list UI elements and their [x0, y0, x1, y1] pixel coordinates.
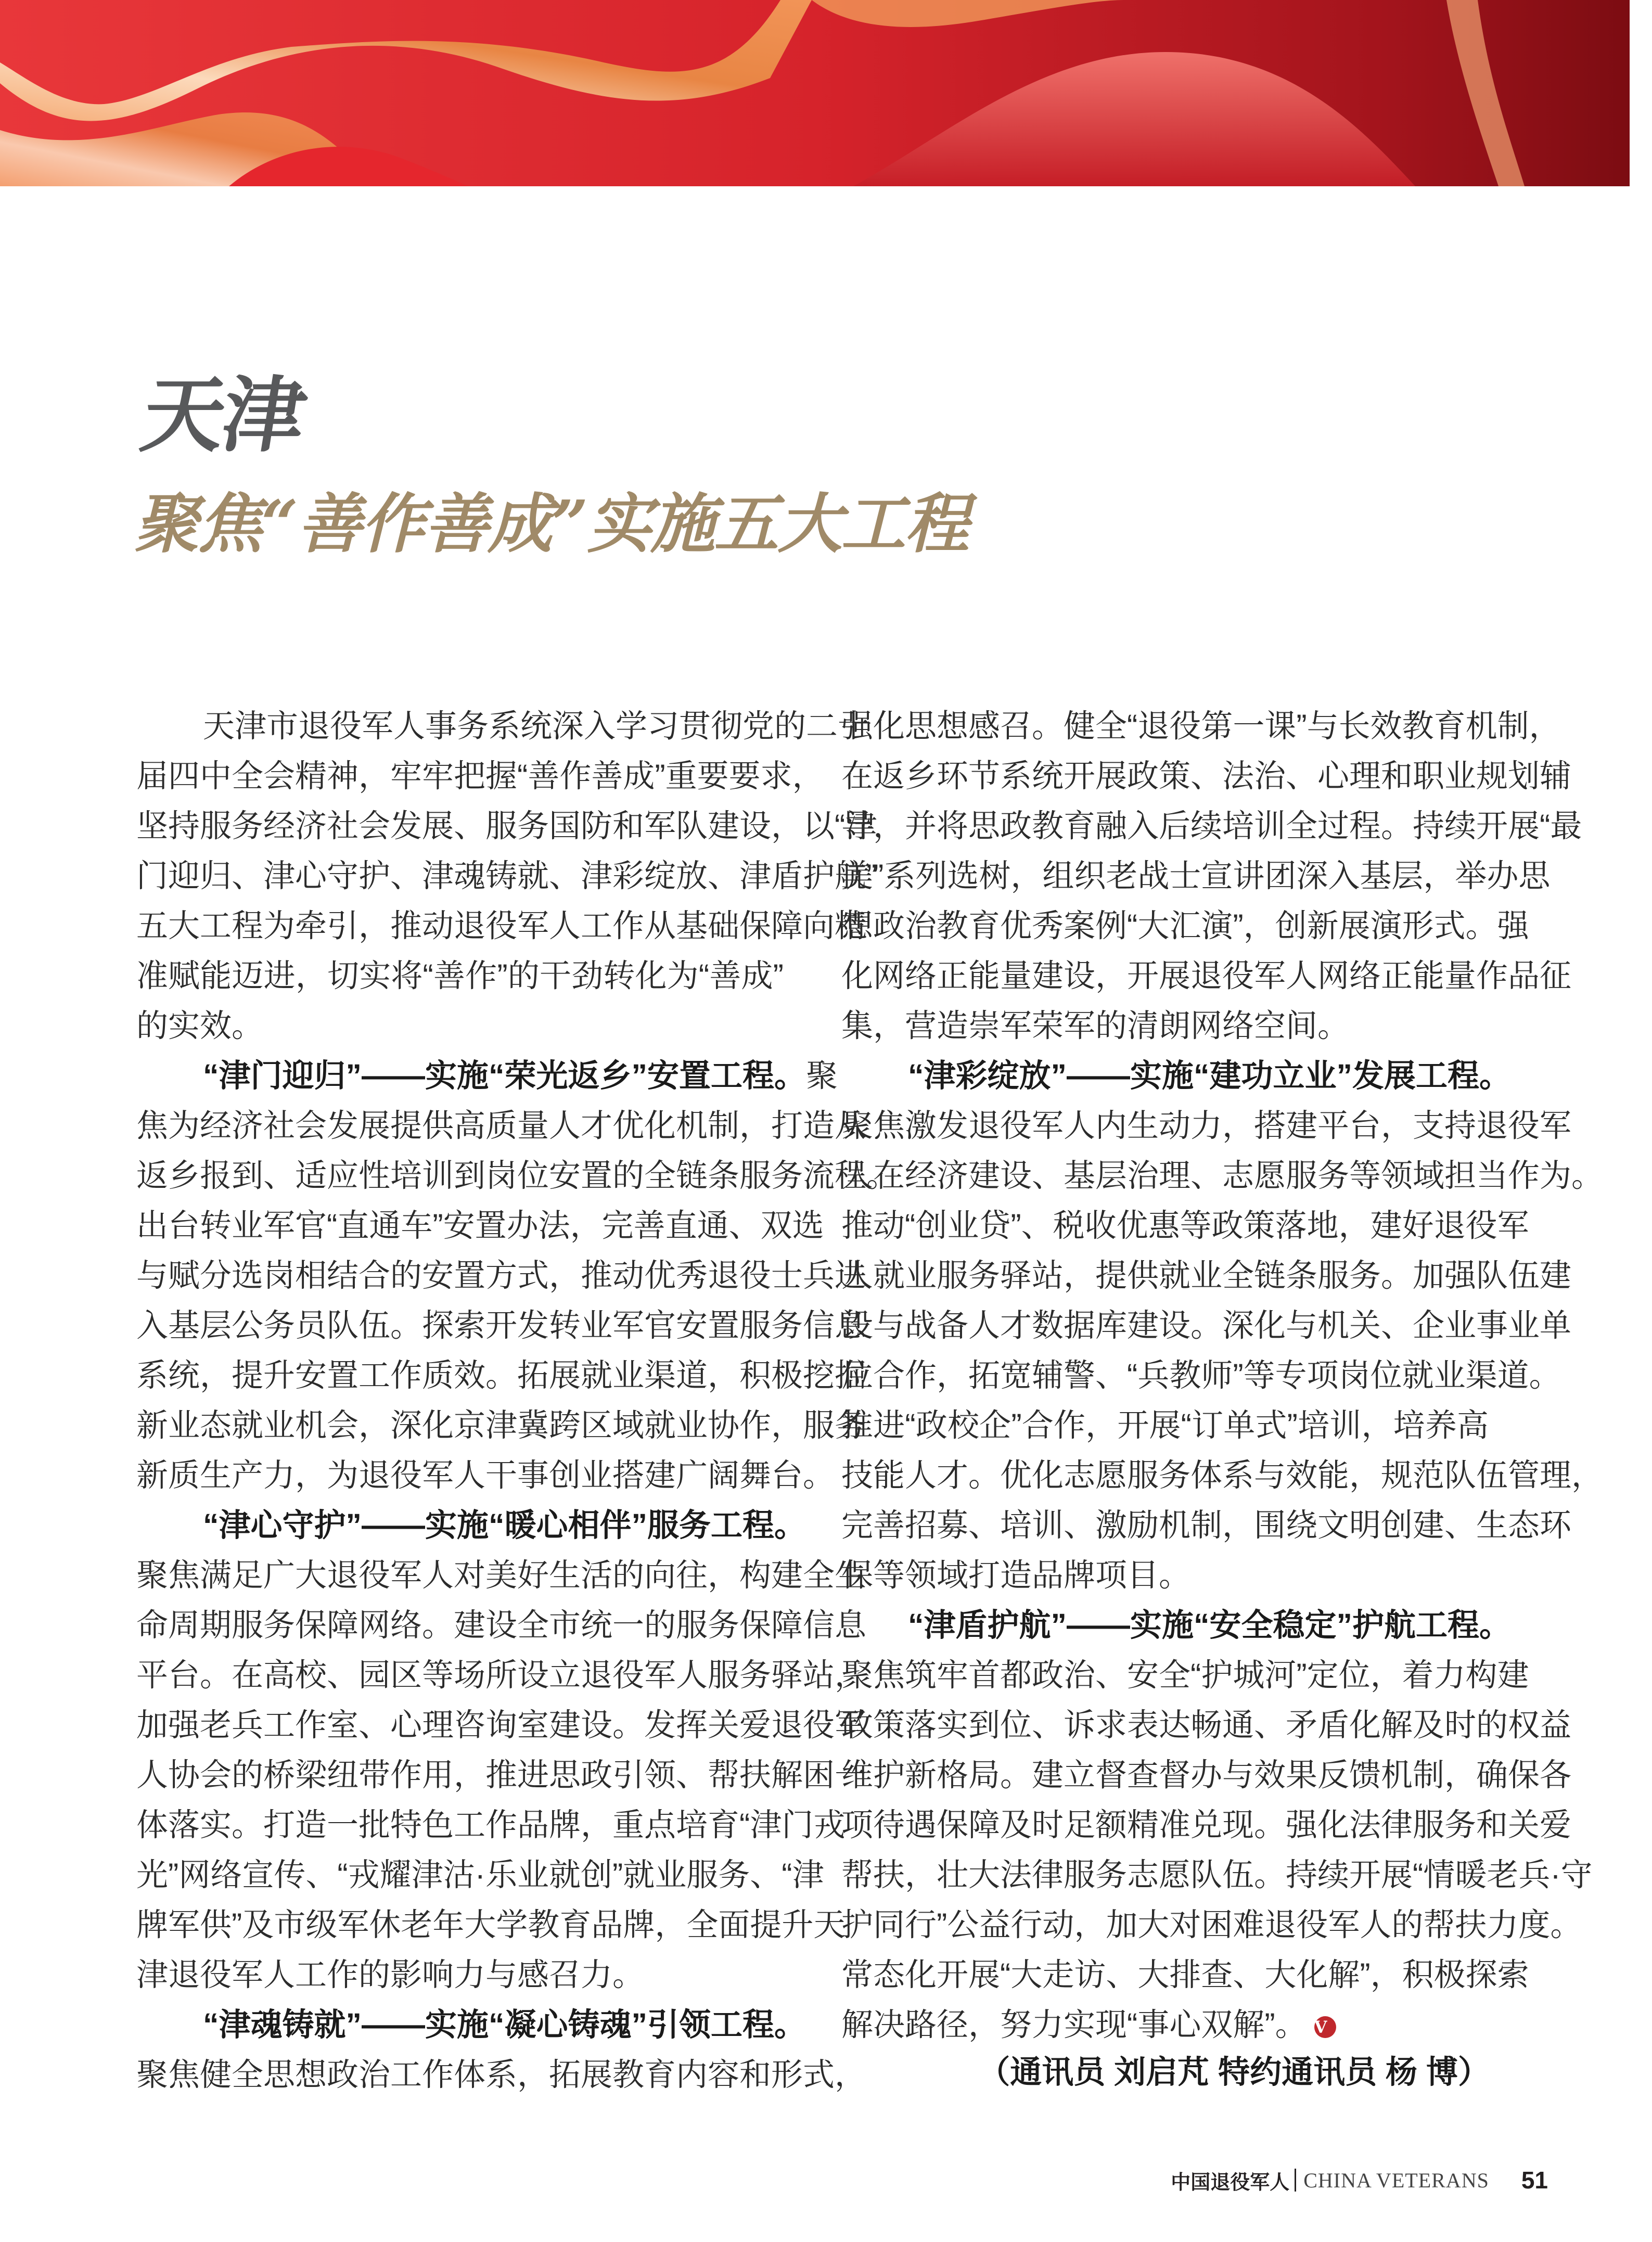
body-text-line: [841, 901, 1529, 951]
body-text: 新业态就业机会，深化京津冀跨区域就业协作，服务: [136, 1407, 867, 1443]
body-text: 聚焦健全思想政治工作体系，拓展教育内容和形式，: [136, 2057, 867, 2092]
body-text-line: [841, 2000, 1489, 2049]
body-text: 技能人才。优化志愿服务体系与效能，规范队伍管理，: [841, 1457, 1604, 1493]
body-text: 牌军供”及市级军休老年大学教育品牌，全面提升天: [136, 1907, 846, 1942]
body-text: 光”网络宣传、“戎耀津沽·乐业就创”就业服务、“津: [136, 1857, 824, 1892]
section-heading-line: [136, 2000, 806, 2049]
body-text-line: [841, 1950, 1529, 2000]
body-text-line: [136, 1800, 846, 1850]
body-text: 美”系列选树，组织老战士宣讲团深入基层，举办思: [841, 858, 1551, 893]
body-text: 系统，提升安置工作质效。拓展就业渠道，积极挖掘: [136, 1357, 867, 1393]
page-number: 51: [1521, 2167, 1548, 2194]
body-column-left: [136, 701, 899, 2099]
body-text: 人就业服务驿站，提供就业全链条服务。加强队伍建: [841, 1258, 1572, 1293]
body-text-line: [841, 1001, 1489, 1050]
body-text: 集，营造崇军荣军的清朗网络空间。: [841, 1008, 1350, 1043]
body-text: 位合作，拓宽辅警、“兵教师”等专项岗位就业渠道。: [841, 1357, 1561, 1393]
body-text-line: [136, 1350, 867, 1400]
footer-divider: [1295, 2169, 1296, 2192]
body-text-line: [136, 1900, 846, 1950]
body-text-line: [136, 701, 870, 751]
body-text: 化网络正能量建设，开展退役军人网络正能量作品征: [841, 958, 1572, 993]
body-text: 聚焦满足广大退役军人对美好生活的向往，构建全生: [136, 1557, 867, 1593]
body-text: 推进“政校企”合作，开展“订单式”培训，培养高: [841, 1407, 1489, 1443]
body-text: 门迎归、津心守护、津魂铸就、津彩绽放、津盾护航”: [136, 858, 877, 893]
section-heading-line: [841, 1600, 1512, 1650]
body-text-line: [136, 1200, 824, 1250]
body-text: 聚焦筑牢首都政治、安全“护城河”定位，着力构建: [841, 1657, 1529, 1693]
body-text: 返乡报到、适应性培训到岗位安置的全链条服务流程。: [136, 1158, 899, 1193]
body-text: 津退役军人工作的影响力与感召力。: [136, 1957, 645, 1992]
body-text-line: [841, 1900, 1582, 1950]
body-text: 新质生产力，为退役军人干事创业搭建广阔舞台。: [136, 1457, 835, 1493]
body-text-line: [136, 1450, 835, 1500]
end-of-article-v-icon: V: [1314, 2016, 1336, 2038]
body-text-line: [136, 2049, 867, 2099]
body-text-line: [841, 751, 1572, 801]
body-text: 人协会的桥梁纽带作用，推进思政引领、帮扶解困一: [136, 1757, 867, 1792]
body-text-line: [841, 701, 1561, 751]
body-text-line: [136, 1001, 784, 1050]
body-text-line: [136, 901, 867, 951]
header-ribbon-image: [0, 0, 1630, 186]
body-text: 强化思想感召。健全“退役第一课”与长效教育机制，: [841, 708, 1561, 744]
body-text: 帮扶，壮大法律服务志愿队伍。持续开展“情暖老兵·守: [841, 1857, 1593, 1892]
magazine-name-cn: 中国退役军人: [1171, 2171, 1290, 2194]
body-text: 坚持服务经济社会发展、服务国防和军队建设，以“津: [136, 808, 877, 843]
body-text: 导，并将思政教育融入后续培训全过程。持续开展“最: [841, 808, 1582, 843]
body-text: 体落实。打造一批特色工作品牌，重点培育“津门戎: [136, 1807, 846, 1842]
body-text: 出台转业军官“直通车”安置办法，完善直通、双选: [136, 1208, 824, 1243]
body-text-line: [841, 801, 1582, 851]
body-text: 天津市退役军人事务系统深入学习贯彻党的二十: [203, 708, 870, 744]
section-heading: “津心守护”——实施“暖心相伴”服务工程。: [203, 1507, 806, 1543]
body-text-line: [841, 1200, 1529, 1250]
body-text: 政策落实到位、诉求表达畅通、矛盾化解及时的权益: [841, 1707, 1572, 1743]
magazine-name-en: CHINA VETERANS: [1303, 2168, 1489, 2192]
body-text-line: [841, 1800, 1572, 1850]
section-heading: “津彩绽放”——实施“建功立业”发展工程。: [908, 1058, 1512, 1093]
body-text-line: [136, 1150, 899, 1200]
body-text-line: [136, 1250, 867, 1300]
body-text-line: [136, 851, 877, 901]
body-text: 与赋分选岗相结合的安置方式，推动优秀退役士兵进: [136, 1258, 867, 1293]
article-region-title: 天津: [135, 370, 311, 462]
body-text: 五大工程为牵引，推动退役军人工作从基础保障向精: [136, 908, 867, 943]
body-text: 准赋能迈进，切实将“善作”的干劲转化为“善成”: [136, 958, 784, 993]
body-text-line: [136, 951, 784, 1001]
article-subtitle: 聚焦“善作善成”实施五大工程: [134, 486, 968, 562]
body-text: 设与战备人才数据库建设。深化与机关、企业事业单: [841, 1308, 1572, 1343]
body-text-line: [841, 851, 1551, 901]
body-text: 人在经济建设、基层治理、志愿服务等领域担当作为。: [841, 1158, 1604, 1193]
body-text-line: [136, 1600, 867, 1650]
body-text-line: [841, 1150, 1604, 1200]
body-text: 聚: [806, 1058, 838, 1093]
body-text-line: [136, 1700, 867, 1750]
section-heading: “津盾护航”——实施“安全稳定”护航工程。: [908, 1607, 1512, 1643]
body-text-line: [841, 1850, 1593, 1900]
body-text: 保等领域打造品牌项目。: [841, 1557, 1191, 1593]
body-text-line: [841, 1450, 1604, 1500]
body-text: 推动“创业贷”、税收优惠等政策落地，建好退役军: [841, 1208, 1529, 1243]
body-text-line: [136, 1300, 867, 1350]
body-text: 焦为经济社会发展提供高质量人才优化机制，打造从: [136, 1108, 867, 1143]
body-text-line: [841, 1650, 1529, 1700]
body-text-line: [841, 1700, 1572, 1750]
byline: （通讯员 刘启芃 特约通讯员 杨 博）: [978, 2054, 1490, 2090]
body-text-line: [841, 1250, 1572, 1300]
body-text: 届四中全会精神，牢牢把握“善作善成”重要要求，: [136, 758, 824, 793]
section-heading: “津魂铸就”——实施“凝心铸魂”引领工程。: [203, 2007, 806, 2042]
body-text-line: [136, 1850, 824, 1900]
body-text: 命周期服务保障网络。建设全市统一的服务保障信息: [136, 1607, 867, 1643]
body-text-line: [841, 1350, 1561, 1400]
section-heading-line: [136, 1050, 838, 1100]
body-text-line: [841, 1400, 1489, 1450]
section-heading-line: [841, 1050, 1512, 1100]
page-footer: [1171, 2164, 1548, 2196]
body-text: 聚焦激发退役军人内生动力，搭建平台，支持退役军: [841, 1108, 1572, 1143]
body-text-line: [136, 1750, 867, 1800]
body-text-line: [841, 1750, 1572, 1800]
body-text: 常态化开展“大走访、大排查、大化解”，积极探索: [841, 1957, 1529, 1992]
body-text: 加强老兵工作室、心理咨询室建设。发挥关爱退役军: [136, 1707, 867, 1743]
body-text: 的实效。: [136, 1008, 264, 1043]
body-text-line: [841, 1300, 1572, 1350]
section-heading-line: [136, 1500, 806, 1550]
body-text: 想政治教育优秀案例“大汇演”，创新展演形式。强: [841, 908, 1529, 943]
body-text-line: [136, 1400, 867, 1450]
body-text: 完善招募、培训、激励机制，围绕文明创建、生态环: [841, 1507, 1572, 1543]
body-text-line: [841, 1550, 1489, 1600]
body-text: 护同行”公益行动，加大对困难退役军人的帮扶力度。: [841, 1907, 1582, 1942]
body-text: 解决路径，努力实现“事心双解”。: [841, 2007, 1307, 2042]
body-text: 维护新格局。建立督查督办与效果反馈机制，确保各: [841, 1757, 1572, 1792]
body-text-line: [841, 951, 1572, 1001]
body-text: 平台。在高校、园区等场所设立退役军人服务驿站，: [136, 1657, 867, 1693]
body-text: 项待遇保障及时足额精准兑现。强化法律服务和关爱: [841, 1807, 1572, 1842]
body-text-line: [841, 1500, 1572, 1550]
section-heading: “津门迎归”——实施“荣光返乡”安置工程。: [203, 1058, 806, 1093]
body-text-line: [136, 801, 877, 851]
body-column-right: [841, 701, 1604, 2049]
body-text-line: [136, 1100, 867, 1150]
body-text-line: [841, 1100, 1572, 1150]
body-text-line: [136, 1650, 867, 1700]
body-text-line: [136, 751, 824, 801]
body-text: 在返乡环节系统开展政策、法治、心理和职业规划辅: [841, 758, 1572, 793]
body-text: 入基层公务员队伍。探索开发转业军官安置服务信息: [136, 1308, 867, 1343]
body-text-line: [136, 1950, 784, 2000]
body-text-line: [136, 1550, 867, 1600]
